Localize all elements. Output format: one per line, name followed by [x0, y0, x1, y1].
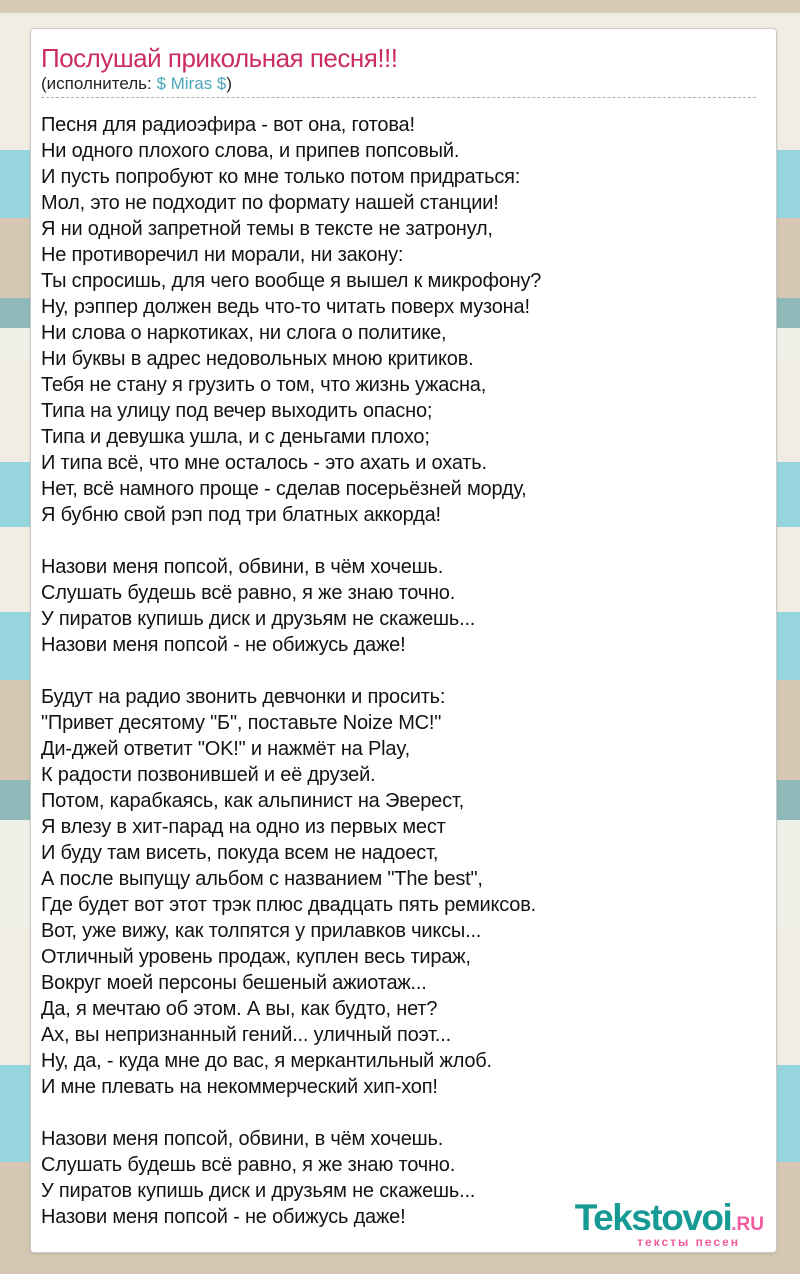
lyric-line: Я влезу в хит-парад на одно из первых мест: [41, 816, 446, 838]
logo-wordmark[interactable]: [575, 1199, 764, 1236]
lyric-line: Ну, рэппер должен ведь что-то читать поверх музона!: [41, 296, 530, 318]
lyric-line: И типа всё, что мне осталось - это ахать и охать.: [41, 452, 487, 474]
lyric-line: И мне плевать на некоммерческий хип-хоп!: [41, 1076, 438, 1098]
site-logo[interactable]: [575, 1199, 764, 1250]
lyric-line: Ни слова о наркотиках, ни слога о политике,: [41, 322, 447, 344]
lyric-line: К радости позвонившей и её друзей.: [41, 764, 376, 786]
lyric-line: Типа и девушка ушла, и с деньгами плохо;: [41, 426, 430, 448]
lyric-line: Назови меня попсой, обвини, в чём хочешь.: [41, 1128, 444, 1150]
lyric-line: Вокруг моей персоны бешеный ажиотаж...: [41, 972, 427, 994]
lyric-line: Ну, да, - куда мне до вас, я меркантильный жлоб.: [41, 1050, 492, 1072]
artist-link[interactable]: $ Miras $: [156, 74, 227, 93]
lyric-line: Ни буквы в адрес недовольных мною критиков.: [41, 348, 474, 370]
lyric-line: Нет, всё намного проще - сделав посерьёзней морду,: [41, 478, 527, 500]
lyric-line: Да, я мечтаю об этом. А вы, как будто, нет?: [41, 998, 438, 1020]
lyric-line: Тебя не стану я грузить о том, что жизнь ужасна,: [41, 374, 487, 396]
lyric-line: Слушать будешь всё равно, я же знаю точно.: [41, 582, 456, 604]
lyric-line: У пиратов купишь диск и друзьям не скажешь...: [41, 608, 476, 630]
stanza: [41, 684, 756, 1100]
lyric-line: И пусть попробуют ко мне только потом придраться:: [41, 166, 521, 188]
lyric-line: Вот, уже вижу, как толпятся у прилавков чиксы...: [41, 920, 482, 942]
lyric-line: Типа на улицу под вечер выходить опасно;: [41, 400, 433, 422]
lyric-line: Потом, карабкаясь, как альпинист на Эверест,: [41, 790, 465, 812]
lyric-line: Назови меня попсой - не обижусь даже!: [41, 1206, 406, 1228]
artist-line: [41, 74, 756, 94]
artist-label: (исполнитель:: [41, 74, 157, 93]
lyric-line: Где будет вот этот трэк плюс двадцать пять ремиксов.: [41, 894, 537, 916]
lyric-line: Ди-джей ответит "OK!" и нажмёт на Play,: [41, 738, 411, 760]
lyric-line: А после выпущу альбом с названием "The best",: [41, 868, 483, 890]
lyric-line: Мол, это не подходит по формату нашей станции!: [41, 192, 499, 214]
lyric-line: Ты спросишь, для чего вообще я вышел к микрофону?: [41, 270, 542, 292]
logo-brand[interactable]: Tekstovoi: [574, 1197, 732, 1238]
content-card: [30, 28, 777, 1253]
lyric-line: У пиратов купишь диск и друзьям не скажешь...: [41, 1180, 476, 1202]
logo-tagline: тексты песен: [637, 1235, 740, 1249]
lyric-line: Ни одного плохого слова, и припев попсовый.: [41, 140, 460, 162]
stanza: [41, 554, 756, 658]
lyric-line: Слушать будешь всё равно, я же знаю точно.: [41, 1154, 456, 1176]
artist-suffix: ): [226, 74, 233, 93]
dashed-separator: [41, 97, 756, 98]
lyric-line: "Привет десятому "Б", поставьте Noize MC!": [41, 712, 442, 734]
lyric-line: Назови меня попсой, обвини, в чём хочешь.: [41, 556, 444, 578]
lyric-line: Не противоречил ни морали, ни закону:: [41, 244, 404, 266]
lyric-line: И буду там висеть, покуда всем не надоест,: [41, 842, 439, 864]
lyric-line: Отличный уровень продаж, куплен весь тираж,: [41, 946, 471, 968]
stanza: [41, 112, 756, 528]
lyrics-text: [41, 112, 756, 1230]
lyric-line: Будут на радио звонить девчонки и просить:: [41, 686, 446, 708]
logo-tld[interactable]: .RU: [731, 1214, 764, 1235]
lyric-line: Ах, вы непризнанный гений... уличный поэт...: [41, 1024, 451, 1046]
page-title: Послушай прикольная песня!!!: [41, 43, 398, 73]
lyric-line: Назови меня попсой - не обижусь даже!: [41, 634, 406, 656]
lyric-line: Я бубню свой рэп под три блатных аккорда!: [41, 504, 441, 526]
lyric-line: Я ни одной запретной темы в тексте не затронул,: [41, 218, 493, 240]
lyric-line: Песня для радиоэфира - вот она, готова!: [41, 114, 415, 136]
